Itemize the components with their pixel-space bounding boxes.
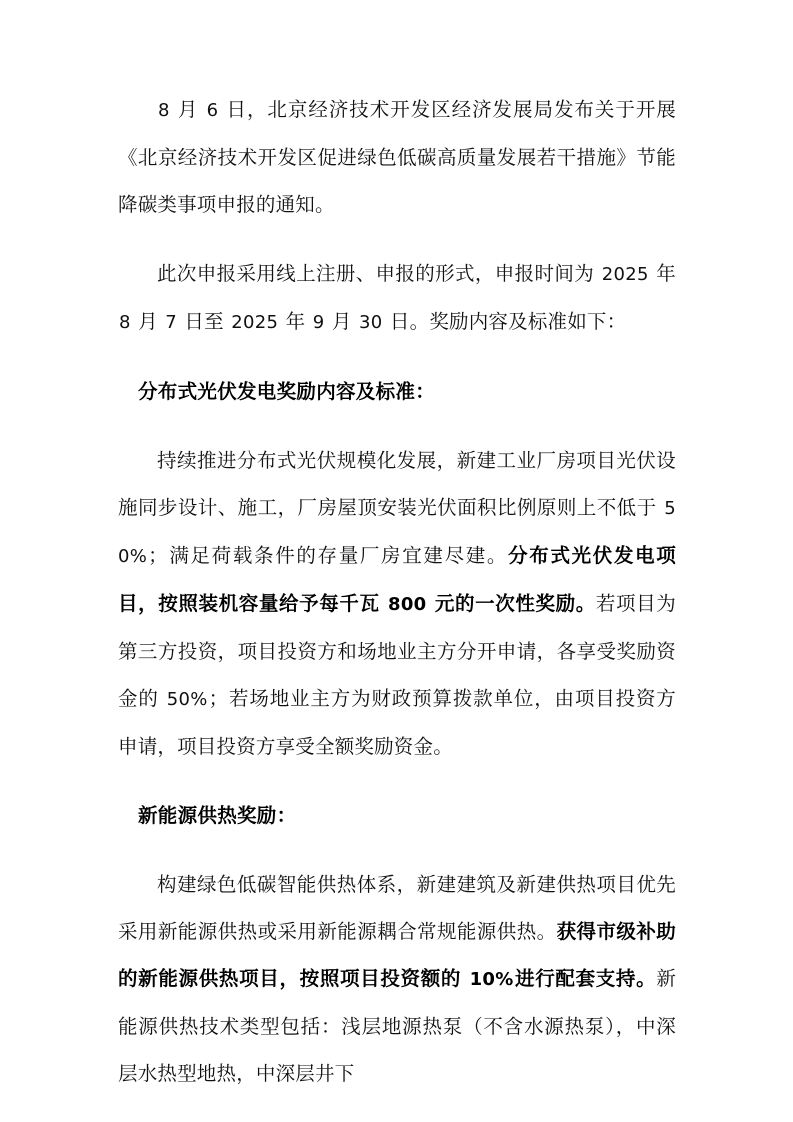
- text-run: 持续推进分布式光伏规模化发展，新建工业厂房项目光伏设施同步设计、施工，厂房屋顶安装光伏面积比例原则上不低于 50%；满足荷载条件的存量厂房宜建尽建。: [118, 449, 676, 567]
- paragraph-distributed-pv-detail: [118, 437, 676, 770]
- text-run: 新能源供热技术类型包括：浅层地源热泵（不含水源热泵），中深层水热型地热，中深层井下: [118, 967, 677, 1085]
- numeral-run: 2025: [231, 312, 279, 333]
- emphasis-run: 获得市级补助的新能源供热项目，按照项目投资额的 10%进行配套支持。: [118, 920, 676, 990]
- document-text-body: [118, 86, 676, 1097]
- text-run: 此次申报采用线上注册、申报的形式，申报时间为 2025 年 8 月 7 日至 2025 年 9 月 30 日。奖励内容及标准如下：: [119, 262, 676, 333]
- text-run: 若项目为第三方投资，项目投资方和场地业主方分开申请，各享受奖励资金的 50%；若场地业主方为财政预算拨款单位，由项目投资方申请，项目投资方享受全额奖励资金。: [118, 592, 676, 758]
- text-run: 8 月 6 日，北京经济技术开发区经济发展局发布关于开展《北京经济技术开发区促进绿色低碳高质量发展若干措施》节能降碳类事项申报的通知。: [118, 98, 676, 216]
- numeral-run: 50%: [166, 689, 208, 710]
- emphasis-run: 分布式光伏发电项目，按照装机容量给予每千瓦 800 元的一次性奖励。: [118, 544, 676, 615]
- numeral-run: 7: [165, 312, 178, 333]
- paragraph-application-window: [118, 250, 676, 346]
- numeral-run: 8: [158, 100, 170, 121]
- heading-distributed-pv: 分布式光伏发电奖励内容及标准：: [138, 380, 436, 403]
- numeral-run: 50%: [118, 498, 676, 567]
- heading-new-energy-heating: 新能源供热奖励：: [138, 804, 297, 827]
- paragraph-announcement: [118, 86, 676, 228]
- numeral-run: 10%: [469, 969, 514, 990]
- paragraph-new-energy-heating-detail: [118, 861, 676, 1097]
- numeral-run: 6: [206, 100, 219, 121]
- numeral-run: 2025: [601, 264, 649, 285]
- numeral-run: 30: [359, 312, 383, 333]
- numeral-run: 8: [119, 312, 131, 333]
- numeral-run: 9: [312, 312, 325, 333]
- text-run: 构建绿色低碳智能供热体系，新建建筑及新建供热项目优先采用新能源供热或采用新能源耦合常规能源供热。: [118, 873, 676, 943]
- numeral-run: 800: [388, 594, 427, 615]
